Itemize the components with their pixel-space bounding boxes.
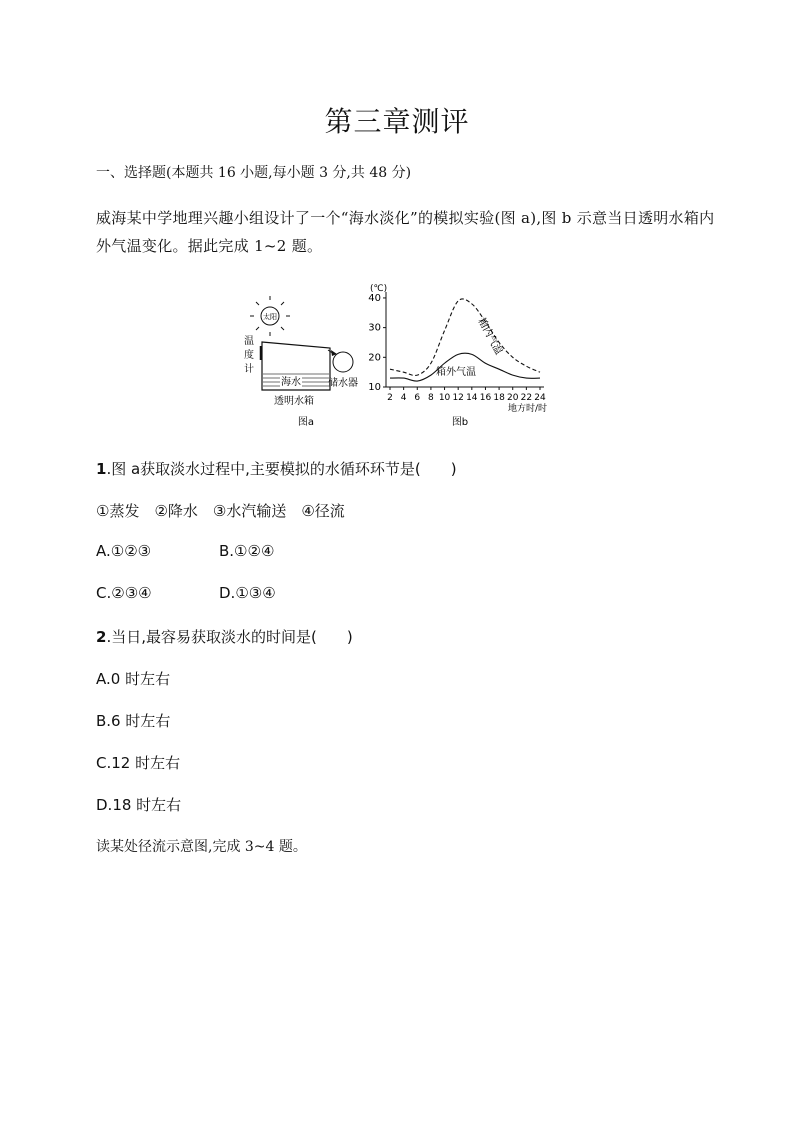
sun-label: 太阳 xyxy=(263,313,277,321)
section-heading: 一、选择题(本题共 16 小题,每小题 3 分,共 48 分) xyxy=(96,165,412,181)
question-2-option-c[interactable]: C.12 时左右 xyxy=(96,754,181,772)
series-inside-line xyxy=(390,299,540,376)
question-1-option-c[interactable]: C.②③④ xyxy=(96,584,152,602)
reservoir-label: 储水器 xyxy=(328,378,358,389)
question-1-choices: ①蒸发 ②降水 ③水汽输送 ④径流 xyxy=(96,502,345,520)
question-1 xyxy=(96,458,457,479)
figure-a-caption: 图a xyxy=(297,417,315,428)
x-tick-label: 8 xyxy=(428,393,434,403)
x-tick-label: 20 xyxy=(507,393,519,403)
reservoir xyxy=(333,352,353,372)
chart-unit-label: (℃) xyxy=(370,284,388,294)
x-tick-label: 4 xyxy=(400,393,407,403)
question-1-option-b[interactable]: B.①②④ xyxy=(219,542,275,560)
question-1-option-a[interactable]: A.①②③ xyxy=(96,542,152,560)
x-tick-label: 24 xyxy=(534,393,546,403)
y-tick-label: 20 xyxy=(368,352,381,364)
question-1-number: 1 xyxy=(96,460,107,478)
next-intro: 读某处径流示意图,完成 3~4 题。 xyxy=(96,839,307,855)
y-tick-label: 30 xyxy=(368,322,381,334)
question-2-option-d[interactable]: D.18 时左右 xyxy=(96,796,182,814)
x-tick-label: 12 xyxy=(452,393,464,403)
question-2-stem: .当日,最容易获取淡水的时间是( ) xyxy=(106,628,353,646)
figure-b-caption: 图b xyxy=(451,417,469,428)
question-1-option-d[interactable]: D.①③④ xyxy=(219,584,276,602)
question-2 xyxy=(96,626,353,647)
tank-label: 透明水箱 xyxy=(274,396,314,407)
x-tick-label: 22 xyxy=(520,393,533,403)
x-tick-label: 16 xyxy=(479,393,492,403)
figure-area xyxy=(240,280,560,430)
figure-a xyxy=(244,296,358,428)
figure-b-chart xyxy=(368,284,547,428)
question-2-option-a[interactable]: A.0 时左右 xyxy=(96,670,171,688)
x-tick-label: 2 xyxy=(387,393,393,403)
question-2-option-b[interactable]: B.6 时左右 xyxy=(96,712,171,730)
question-1-stem: .图 a获取淡水过程中,主要模拟的水循环环节是( ) xyxy=(106,460,457,478)
x-tick-label: 14 xyxy=(466,393,478,403)
thermometer-label-1: 温 xyxy=(244,336,254,347)
x-tick-label: 18 xyxy=(493,393,505,403)
series-outside-label: 箱外气温 xyxy=(436,367,476,378)
seawater-label: 海水 xyxy=(281,377,301,388)
x-tick-label: 10 xyxy=(438,393,451,403)
y-tick-label: 40 xyxy=(368,292,381,304)
x-axis-label: 地方时/时 xyxy=(507,404,547,414)
figure-svg xyxy=(240,280,560,430)
page-title: 第三章测评 xyxy=(324,105,470,138)
x-tick-label: 6 xyxy=(414,393,421,403)
series-inside-label: 箱内气温 xyxy=(475,316,504,357)
thermometer-label-2: 度 xyxy=(244,350,254,361)
thermometer-label-3: 计 xyxy=(244,364,254,375)
y-tick-label: 10 xyxy=(368,382,381,393)
intro-paragraph: 威海某中学地理兴趣小组设计了一个“海水淡化”的模拟实验(图 a),图 b 示意当日透明水箱内外气温变化。据此完成 1~2 题。 xyxy=(96,209,715,255)
question-2-number: 2 xyxy=(96,628,107,646)
